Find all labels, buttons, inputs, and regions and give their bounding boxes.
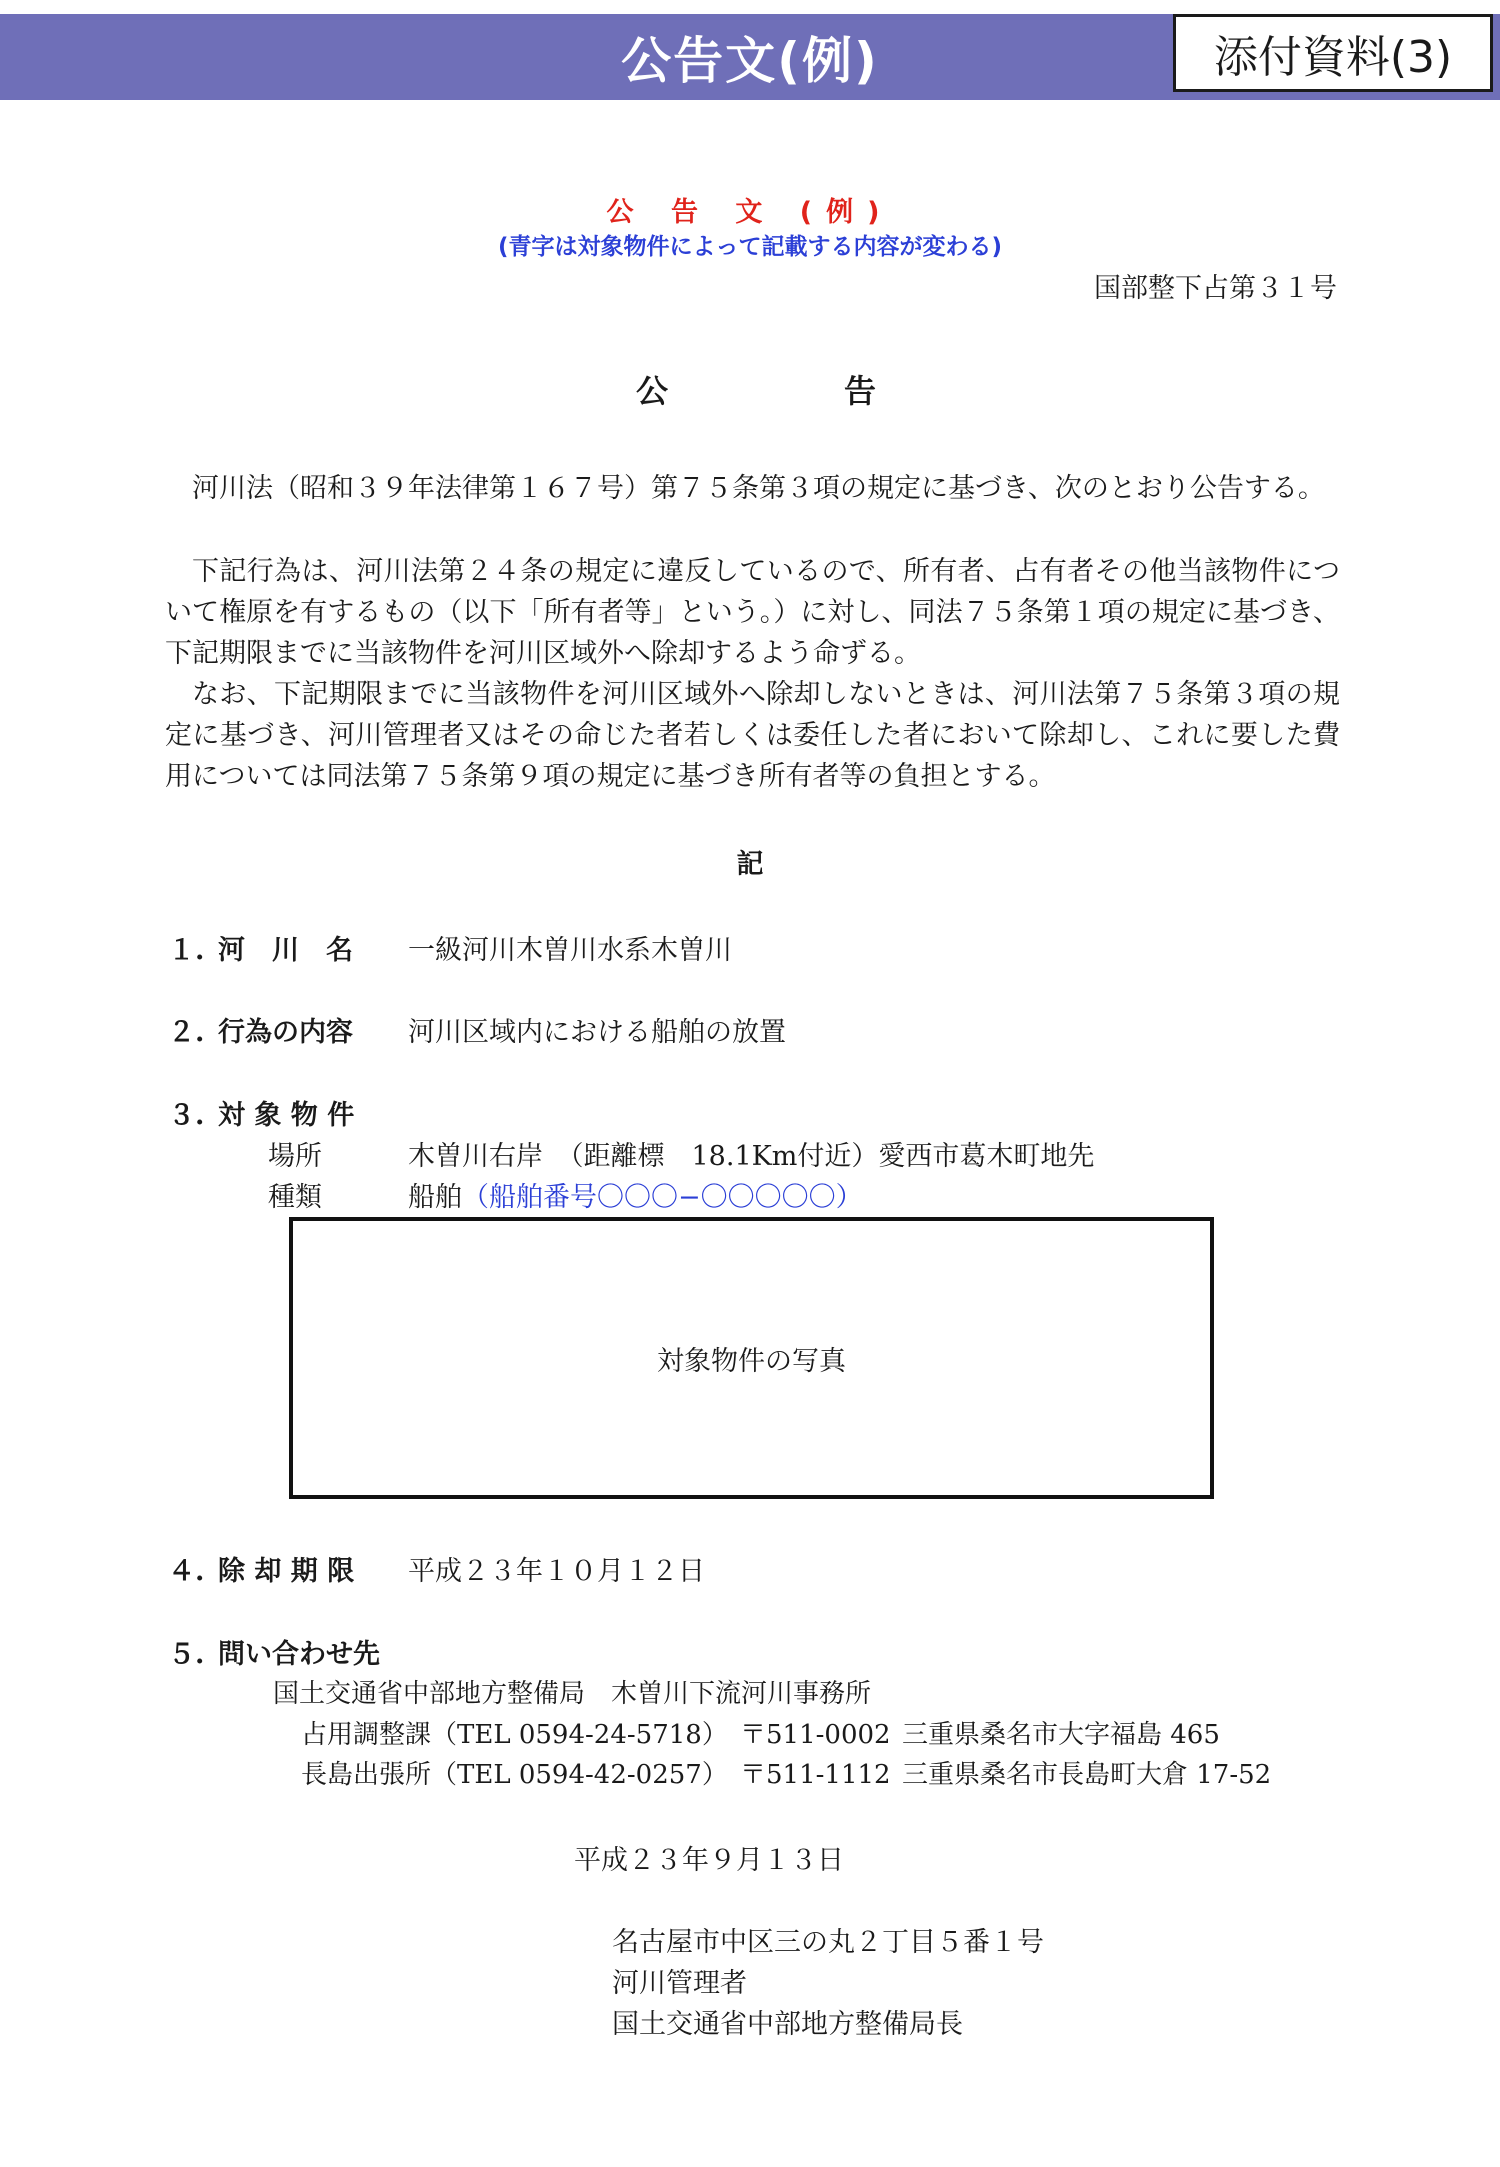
notice-date: 平成２３年９月１３日 [574,1845,844,1876]
type-value [408,1175,863,1214]
item-number: ４. [168,1556,205,1587]
type-value-text: 船舶 [408,1182,462,1213]
item-number: １. [168,935,205,966]
item-label: 除 却 期 限 [218,1556,355,1587]
contact-line1-name: 占用調整課（TEL 0594-24-5718） [301,1720,728,1750]
signature-org: 国土交通省中部地方整備局長 [612,2009,963,2040]
place-value: 木曽川右岸 （距離標 18.1Km付近）愛西市葛木町地先 [408,1141,1095,1172]
notice-heading [636,366,876,412]
signature-role: 河川管理者 [612,1968,747,1999]
item-value: 平成２３年１０月１２日 [408,1556,705,1587]
item-number: ５. [168,1639,205,1670]
type-label: 種類 [268,1182,322,1213]
notice-heading-right: 告 [843,372,876,410]
intro-paragraph: 河川法（昭和３９年法律第１６７号）第７５条第３項の規定に基づき、次のとおり公告する。 [192,473,1325,504]
type-detail: （船舶番号〇〇〇−〇〇〇〇〇） [462,1182,863,1213]
notice-heading-left: 公 [636,372,669,410]
contact-line2-zip: 〒511-1112 [740,1760,891,1790]
document-title: 公 告 文 (例) [606,197,894,228]
item-label: 問い合わせ先 [218,1639,380,1670]
contact-line1-address: 三重県桑名市大字福島 465 [902,1720,1220,1750]
document-number: 国部整下占第３１号 [1094,273,1337,304]
photo-placeholder [289,1217,1214,1499]
contact-office: 国土交通省中部地方整備局 木曽川下流河川事務所 [273,1679,872,1709]
item-value: 一級河川木曽川水系木曽川 [408,935,732,966]
contact-line1-zip: 〒511-0002 [740,1720,891,1750]
item-label: 対 象 物 件 [218,1100,355,1131]
document-note: (青字は対象物件によって記載する内容が変わる) [497,234,1003,260]
place-label: 場所 [268,1141,322,1172]
slide-title: 公告文(例) [621,32,879,90]
item-number: ３. [168,1100,205,1131]
attachment-label: 添付資料(3) [1173,14,1493,92]
body-paragraph-2: なお、下記期限までに当該物件を河川区域外へ除却しないときは、河川法第７５条第３項の規定に基づき、河川管理者又はその命じた者若しくは委任した者において除却し、これに要した費用については同法第７５条第９項の規定に基づき所有者等の負担とする。 [165,679,1340,792]
body-paragraph-1: 下記行為は、河川法第２４条の規定に違反しているので、所有者、占有者その他当該物件について権原を有するもの（以下「所有者等」という。）に対し、同法７５条第１項の規定に基づき、下記期限までに当該物件を河川区域外へ除却するよう命ずる。 [165,556,1340,669]
signature-address: 名古屋市中区三の丸２丁目５番１号 [612,1927,1044,1958]
item-value: 河川区域内における船舶の放置 [408,1017,786,1048]
item-number: ２. [168,1017,205,1048]
contact-line2-address: 三重県桑名市長島町大倉 17-52 [902,1760,1272,1790]
ki-heading: 記 [736,849,764,880]
photo-caption: 対象物件の写真 [657,1345,846,1377]
item-label: 河 川 名 [218,935,353,966]
contact-line2-name: 長島出張所（TEL 0594-42-0257） [301,1760,728,1790]
item-label: 行為の内容 [218,1017,353,1048]
body-paragraphs [165,551,1340,797]
